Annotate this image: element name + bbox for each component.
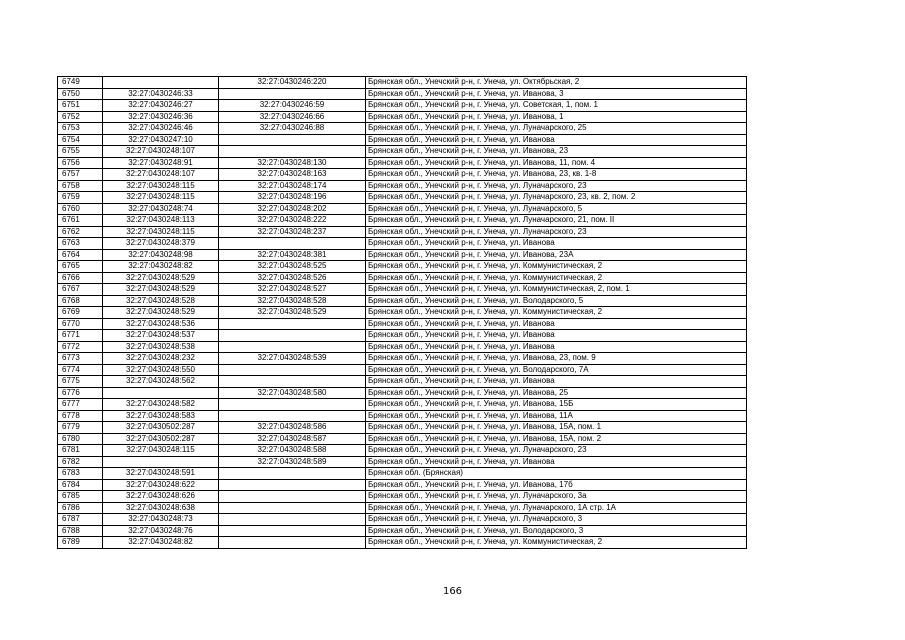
- table-row: [58, 215, 747, 227]
- address-cell: Брянская обл., Унечский р-н, г. Унеча, ул. Иванова, 15А, пом. 2: [366, 433, 747, 445]
- parcel-number-cell: 32:27:0430248:638: [103, 502, 219, 514]
- address-cell: Брянская обл., Унечский р-н, г. Унеча, ул. Иванова: [366, 318, 747, 330]
- table-row: [58, 387, 747, 399]
- address-cell: Брянская обл., Унечский р-н, г. Унеча, ул. Иванова, 25: [366, 387, 747, 399]
- row-number-cell: 6756: [58, 157, 103, 169]
- table-row: [58, 284, 747, 296]
- row-number-cell: 6784: [58, 479, 103, 491]
- parcel-number-cell: 32:27:0430248:115: [103, 192, 219, 204]
- row-number-cell: 6749: [58, 77, 103, 89]
- row-number-cell: 6785: [58, 491, 103, 503]
- parcel-number-cell: 32:27:0430248:73: [103, 514, 219, 526]
- parcel-number-cell: 32:27:0430248:115: [103, 180, 219, 192]
- row-number-cell: 6781: [58, 445, 103, 457]
- object-number-cell: 32:27:0430248:588: [219, 445, 366, 457]
- address-cell: Брянская обл., Унечский р-н, г. Унеча, ул. Иванова, 15А, пом. 1: [366, 422, 747, 434]
- table-row: [58, 203, 747, 215]
- row-number-cell: 6754: [58, 134, 103, 146]
- object-number-cell: [219, 88, 366, 100]
- object-number-cell: [219, 238, 366, 250]
- object-number-cell: 32:27:0430248:587: [219, 433, 366, 445]
- table-row: [58, 318, 747, 330]
- address-cell: Брянская обл., Унечский р-н, г. Унеча, ул. Коммунистическая, 2: [366, 261, 747, 273]
- table-row: [58, 192, 747, 204]
- table-row: [58, 468, 747, 480]
- object-number-cell: 32:27:0430246:220: [219, 77, 366, 89]
- object-number-cell: 32:27:0430248:174: [219, 180, 366, 192]
- object-number-cell: [219, 525, 366, 537]
- row-number-cell: 6772: [58, 341, 103, 353]
- table-row: [58, 272, 747, 284]
- object-number-cell: 32:27:0430248:528: [219, 295, 366, 307]
- row-number-cell: 6766: [58, 272, 103, 284]
- address-cell: Брянская обл., Унечский р-н, г. Унеча, ул. Луначарского, 5: [366, 203, 747, 215]
- parcel-number-cell: 32:27:0430248:626: [103, 491, 219, 503]
- parcel-number-cell: 32:27:0430248:115: [103, 445, 219, 457]
- address-cell: Брянская обл., Унечский р-н, г. Унеча, ул. Иванова, 11, пом. 4: [366, 157, 747, 169]
- parcel-number-cell: 32:27:0430248:582: [103, 399, 219, 411]
- row-number-cell: 6767: [58, 284, 103, 296]
- object-number-cell: 32:27:0430248:202: [219, 203, 366, 215]
- parcel-number-cell: 32:27:0430248:528: [103, 295, 219, 307]
- parcel-number-cell: 32:27:0430248:113: [103, 215, 219, 227]
- row-number-cell: 6769: [58, 307, 103, 319]
- row-number-cell: 6789: [58, 537, 103, 549]
- parcel-number-cell: 32:27:0430248:379: [103, 238, 219, 250]
- object-number-cell: 32:27:0430248:539: [219, 353, 366, 365]
- parcel-number-cell: 32:27:0430248:538: [103, 341, 219, 353]
- table-row: [58, 249, 747, 261]
- table-row: [58, 399, 747, 411]
- row-number-cell: 6787: [58, 514, 103, 526]
- table-row: [58, 295, 747, 307]
- table-row: [58, 353, 747, 365]
- parcel-number-cell: 32:27:0430248:536: [103, 318, 219, 330]
- table-row: [58, 422, 747, 434]
- address-cell: Брянская обл., Унечский р-н, г. Унеча, ул. Коммунистическая, 2: [366, 272, 747, 284]
- row-number-cell: 6770: [58, 318, 103, 330]
- parcel-number-cell: 32:27:0430248:98: [103, 249, 219, 261]
- row-number-cell: 6782: [58, 456, 103, 468]
- parcel-number-cell: 32:27:0430248:74: [103, 203, 219, 215]
- address-cell: Брянская обл., Унечский р-н, г. Унеча, ул. Иванова, 11А: [366, 410, 747, 422]
- address-cell: Брянская обл., Унечский р-н, г. Унеча, ул. Луначарского, 25: [366, 123, 747, 135]
- address-cell: Брянская обл. (Брянская): [366, 468, 747, 480]
- row-number-cell: 6768: [58, 295, 103, 307]
- address-cell: Брянская обл., Унечский р-н, г. Унеча, ул. Иванова, 23, кв. 1-8: [366, 169, 747, 181]
- table-row: [58, 479, 747, 491]
- object-number-cell: [219, 376, 366, 388]
- object-number-cell: 32:27:0430248:586: [219, 422, 366, 434]
- row-number-cell: 6773: [58, 353, 103, 365]
- table-row: [58, 123, 747, 135]
- object-number-cell: [219, 146, 366, 158]
- address-cell: Брянская обл., Унечский р-н, г. Унеча, ул. Иванова, 15Б: [366, 399, 747, 411]
- parcel-number-cell: 32:27:0430248:529: [103, 284, 219, 296]
- table-row: [58, 364, 747, 376]
- address-cell: Брянская обл., Унечский р-н, г. Унеча, ул. Иванова: [366, 238, 747, 250]
- object-number-cell: [219, 479, 366, 491]
- parcel-number-cell: 32:27:0430248:115: [103, 226, 219, 238]
- object-number-cell: [219, 341, 366, 353]
- table-row: [58, 433, 747, 445]
- address-cell: Брянская обл., Унечский р-н, г. Унеча, ул. Луначарского, 23: [366, 226, 747, 238]
- row-number-cell: 6788: [58, 525, 103, 537]
- table-row: [58, 456, 747, 468]
- object-number-cell: 32:27:0430248:237: [219, 226, 366, 238]
- row-number-cell: 6786: [58, 502, 103, 514]
- row-number-cell: 6762: [58, 226, 103, 238]
- parcel-number-cell: 32:27:0430248:529: [103, 307, 219, 319]
- object-number-cell: [219, 468, 366, 480]
- parcel-number-cell: 32:27:0430502:287: [103, 433, 219, 445]
- object-number-cell: [219, 491, 366, 503]
- address-cell: Брянская обл., Унечский р-н, г. Унеча, ул. Иванова, 3: [366, 88, 747, 100]
- object-number-cell: 32:27:0430248:527: [219, 284, 366, 296]
- object-number-cell: [219, 318, 366, 330]
- parcel-number-cell: 32:27:0430248:76: [103, 525, 219, 537]
- parcel-number-cell: 32:27:0430248:562: [103, 376, 219, 388]
- address-cell: Брянская обл., Унечский р-н, г. Унеча, ул. Октябрьская, 2: [366, 77, 747, 89]
- row-number-cell: 6750: [58, 88, 103, 100]
- table-row: [58, 376, 747, 388]
- object-number-cell: 32:27:0430246:66: [219, 111, 366, 123]
- address-cell: Брянская обл., Унечский р-н, г. Унеча, ул. Луначарского, 21, пом. II: [366, 215, 747, 227]
- table-row: [58, 169, 747, 181]
- table-row: [58, 134, 747, 146]
- row-number-cell: 6778: [58, 410, 103, 422]
- address-cell: Брянская обл., Унечский р-н, г. Унеча, ул. Луначарского, 3а: [366, 491, 747, 503]
- parcel-number-cell: 32:27:0430248:622: [103, 479, 219, 491]
- table-row: [58, 88, 747, 100]
- object-number-cell: 32:27:0430248:222: [219, 215, 366, 227]
- parcel-number-cell: 32:27:0430248:537: [103, 330, 219, 342]
- parcel-number-cell: 32:27:0430247:10: [103, 134, 219, 146]
- parcel-number-cell: 32:27:0430248:232: [103, 353, 219, 365]
- object-number-cell: 32:27:0430248:130: [219, 157, 366, 169]
- address-cell: Брянская обл., Унечский р-н, г. Унеча, ул. Иванова, 23А: [366, 249, 747, 261]
- table-row: [58, 100, 747, 112]
- object-number-cell: [219, 364, 366, 376]
- parcel-number-cell: 32:27:0430246:33: [103, 88, 219, 100]
- row-number-cell: 6765: [58, 261, 103, 273]
- row-number-cell: 6759: [58, 192, 103, 204]
- parcel-number-cell: 32:27:0430248:82: [103, 261, 219, 273]
- table-row: [58, 261, 747, 273]
- table-row: [58, 226, 747, 238]
- row-number-cell: 6780: [58, 433, 103, 445]
- address-cell: Брянская обл., Унечский р-н, г. Унеча, ул. Иванова, 17б: [366, 479, 747, 491]
- row-number-cell: 6774: [58, 364, 103, 376]
- row-number-cell: 6757: [58, 169, 103, 181]
- address-cell: Брянская обл., Унечский р-н, г. Унеча, ул. Коммунистическая, 2: [366, 307, 747, 319]
- address-cell: Брянская обл., Унечский р-н, г. Унеча, ул. Луначарского, 1А стр. 1А: [366, 502, 747, 514]
- row-number-cell: 6779: [58, 422, 103, 434]
- row-number-cell: 6776: [58, 387, 103, 399]
- object-number-cell: 32:27:0430248:381: [219, 249, 366, 261]
- parcel-number-cell: 32:27:0430248:583: [103, 410, 219, 422]
- row-number-cell: 6777: [58, 399, 103, 411]
- table-row: [58, 77, 747, 89]
- object-number-cell: 32:27:0430246:59: [219, 100, 366, 112]
- row-number-cell: 6751: [58, 100, 103, 112]
- row-number-cell: 6771: [58, 330, 103, 342]
- object-number-cell: [219, 399, 366, 411]
- parcel-number-cell: 32:27:0430248:591: [103, 468, 219, 480]
- row-number-cell: 6764: [58, 249, 103, 261]
- address-cell: Брянская обл., Унечский р-н, г. Унеча, ул. Иванова: [366, 456, 747, 468]
- parcel-number-cell: [103, 456, 219, 468]
- row-number-cell: 6783: [58, 468, 103, 480]
- object-number-cell: [219, 330, 366, 342]
- object-number-cell: 32:27:0430248:589: [219, 456, 366, 468]
- table-row: [58, 111, 747, 123]
- table-row: [58, 502, 747, 514]
- parcel-number-cell: 32:27:0430248:550: [103, 364, 219, 376]
- address-cell: Брянская обл., Унечский р-н, г. Унеча, ул. Иванова, 1: [366, 111, 747, 123]
- row-number-cell: 6752: [58, 111, 103, 123]
- parcel-number-cell: 32:27:0430246:46: [103, 123, 219, 135]
- table-row: [58, 514, 747, 526]
- object-number-cell: 32:27:0430248:526: [219, 272, 366, 284]
- object-number-cell: 32:27:0430248:525: [219, 261, 366, 273]
- table-row: [58, 146, 747, 158]
- address-cell: Брянская обл., Унечский р-н, г. Унеча, ул. Луначарского, 23: [366, 180, 747, 192]
- address-cell: Брянская обл., Унечский р-н, г. Унеча, ул. Володарского, 5: [366, 295, 747, 307]
- table-row: [58, 537, 747, 549]
- parcel-number-cell: 32:27:0430248:529: [103, 272, 219, 284]
- address-cell: Брянская обл., Унечский р-н, г. Унеча, ул. Луначарского, 23, кв. 2, пом. 2: [366, 192, 747, 204]
- row-number-cell: 6755: [58, 146, 103, 158]
- row-number-cell: 6758: [58, 180, 103, 192]
- object-number-cell: [219, 537, 366, 549]
- address-cell: Брянская обл., Унечский р-н, г. Унеча, ул. Луначарского, 3: [366, 514, 747, 526]
- parcel-number-cell: 32:27:0430248:107: [103, 146, 219, 158]
- object-number-cell: 32:27:0430248:196: [219, 192, 366, 204]
- address-cell: Брянская обл., Унечский р-н, г. Унеча, ул. Советская, 1, пом. 1: [366, 100, 747, 112]
- object-number-cell: 32:27:0430248:580: [219, 387, 366, 399]
- table-row: [58, 157, 747, 169]
- table-row: [58, 330, 747, 342]
- table-body: [58, 77, 747, 549]
- row-number-cell: 6761: [58, 215, 103, 227]
- table-row: [58, 307, 747, 319]
- address-cell: Брянская обл., Унечский р-н, г. Унеча, ул. Коммунистическая, 2, пом. 1: [366, 284, 747, 296]
- parcel-number-cell: 32:27:0430248:82: [103, 537, 219, 549]
- table-row: [58, 341, 747, 353]
- address-cell: Брянская обл., Унечский р-н, г. Унеча, ул. Володарского, 3: [366, 525, 747, 537]
- object-number-cell: 32:27:0430248:163: [219, 169, 366, 181]
- table-row: [58, 238, 747, 250]
- parcel-number-cell: 32:27:0430246:36: [103, 111, 219, 123]
- table-row: [58, 410, 747, 422]
- object-number-cell: [219, 502, 366, 514]
- object-number-cell: [219, 514, 366, 526]
- table-row: [58, 491, 747, 503]
- address-cell: Брянская обл., Унечский р-н, г. Унеча, ул. Иванова, 23: [366, 146, 747, 158]
- object-number-cell: [219, 134, 366, 146]
- address-cell: Брянская обл., Унечский р-н, г. Унеча, ул. Иванова: [366, 341, 747, 353]
- object-number-cell: 32:27:0430248:529: [219, 307, 366, 319]
- object-number-cell: [219, 410, 366, 422]
- table-row: [58, 445, 747, 457]
- parcel-number-cell: 32:27:0430502:287: [103, 422, 219, 434]
- address-cell: Брянская обл., Унечский р-н, г. Унеча, ул. Иванова: [366, 376, 747, 388]
- cadastral-table: [57, 76, 747, 549]
- row-number-cell: 6763: [58, 238, 103, 250]
- table-row: [58, 525, 747, 537]
- address-cell: Брянская обл., Унечский р-н, г. Унеча, ул. Володарского, 7А: [366, 364, 747, 376]
- page-number: 166: [442, 586, 463, 597]
- parcel-number-cell: 32:27:0430248:91: [103, 157, 219, 169]
- table-row: [58, 180, 747, 192]
- address-cell: Брянская обл., Унечский р-н, г. Унеча, ул. Иванова: [366, 134, 747, 146]
- parcel-number-cell: 32:27:0430248:107: [103, 169, 219, 181]
- address-cell: Брянская обл., Унечский р-н, г. Унеча, ул. Луначарского, 23: [366, 445, 747, 457]
- address-cell: Брянская обл., Унечский р-н, г. Унеча, ул. Коммунистическая, 2: [366, 537, 747, 549]
- parcel-number-cell: [103, 387, 219, 399]
- row-number-cell: 6775: [58, 376, 103, 388]
- row-number-cell: 6760: [58, 203, 103, 215]
- parcel-number-cell: 32:27:0430246:27: [103, 100, 219, 112]
- address-cell: Брянская обл., Унечский р-н, г. Унеча, ул. Иванова, 23, пом. 9: [366, 353, 747, 365]
- row-number-cell: 6753: [58, 123, 103, 135]
- address-cell: Брянская обл., Унечский р-н, г. Унеча, ул. Иванова: [366, 330, 747, 342]
- parcel-number-cell: [103, 77, 219, 89]
- object-number-cell: 32:27:0430246:88: [219, 123, 366, 135]
